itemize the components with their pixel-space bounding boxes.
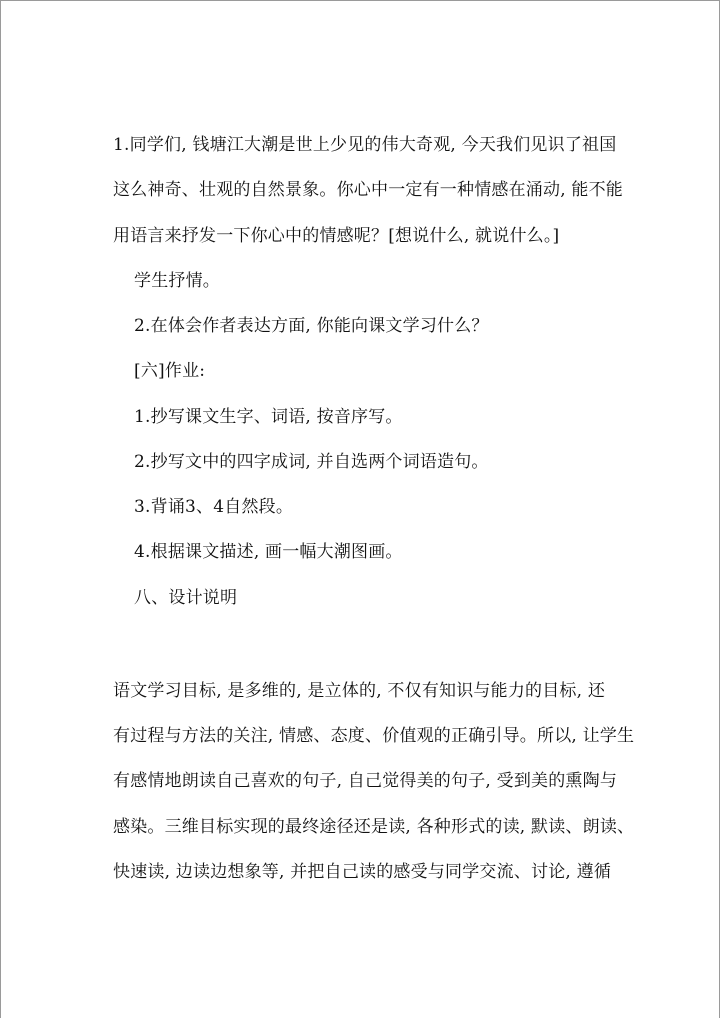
text-line-15: 感染。三维目标实现的最终途径还是读, 各种形式的读, 默读、朗读、 (113, 817, 635, 837)
text-line-1: 1.同学们, 钱塘江大潮是世上少见的伟大奇观, 今天我们见识了祖国 (113, 135, 617, 155)
text-line-8: 2.抄写文中的四字成词, 并自选两个词语造句。 (134, 452, 489, 472)
text-line-14: 有感情地朗读自己喜欢的句子, 自己觉得美的句子, 受到美的熏陶与 (113, 771, 618, 791)
text-line-3: 用语言来抒发一下你心中的情感呢？[想说什么, 就说什么。] (113, 226, 560, 246)
text-line-7: 1.抄写课文生字、词语, 按音序写。 (134, 407, 403, 427)
text-line-2: 这么神奇、壮观的自然景象。你心中一定有一种情感在涌动, 能不能 (113, 180, 624, 200)
text-line-13: 有过程与方法的关注, 情感、态度、价值观的正确引导。所以, 让学生 (113, 726, 635, 746)
text-line-12: 语文学习目标, 是多维的, 是立体的, 不仅有知识与能力的目标, 还 (113, 681, 606, 701)
text-line-16: 快速读, 边读边想象等, 并把自己读的感受与同学交流、讨论, 遵循 (113, 862, 612, 882)
section-heading: 八、设计说明 (134, 588, 238, 608)
text-line-5: 2.在体会作者表达方面, 你能向课文学习什么？ (134, 316, 489, 336)
text-line-4: 学生抒情。 (134, 271, 220, 291)
text-line-9: 3.背诵3、4自然段。 (134, 497, 294, 517)
text-line-10: 4.根据课文描述, 画一幅大潮图画。 (134, 542, 403, 562)
text-line-6: [六]作业: (134, 361, 206, 381)
